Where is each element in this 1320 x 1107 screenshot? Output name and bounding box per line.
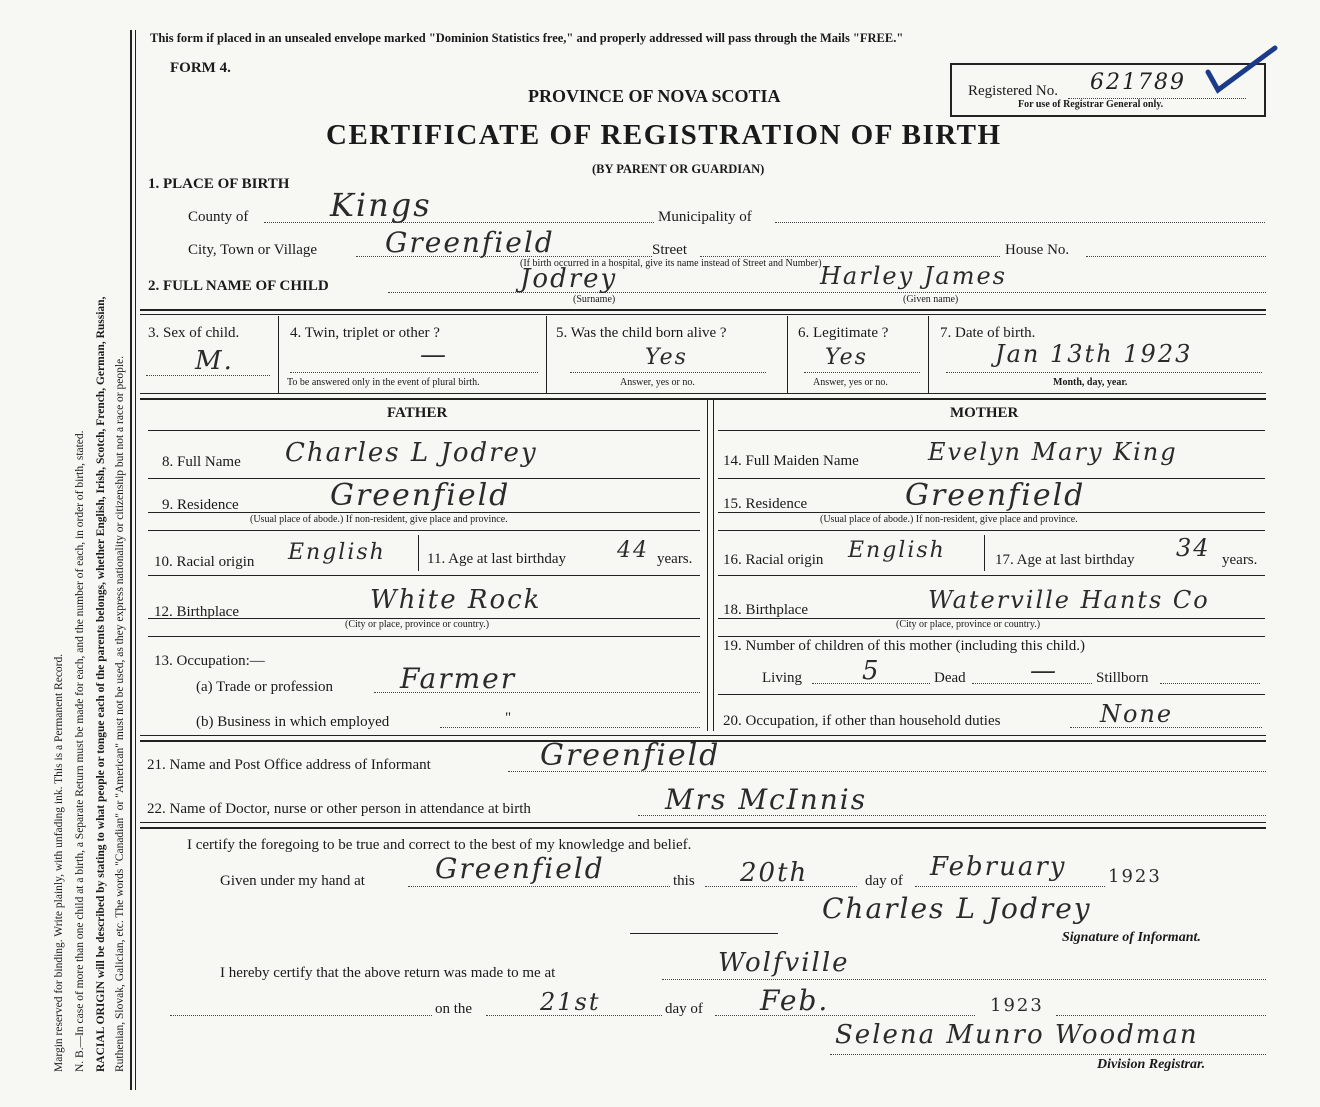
mother-birthplace-value: Waterville Hants Co bbox=[928, 586, 1210, 614]
given-month-value: February bbox=[930, 852, 1067, 882]
living-value: 5 bbox=[862, 656, 881, 686]
registered-no-note: For use of Registrar General only. bbox=[1018, 99, 1164, 110]
father-heading: FATHER bbox=[387, 405, 448, 421]
day-of-label: day of bbox=[865, 873, 903, 889]
mail-notice: This form if placed in an unsealed envelope marked "Dominion Statistics free," and properly addressed will pass through the Mails "FREE." bbox=[150, 31, 904, 45]
on-the-label: on the bbox=[435, 1001, 473, 1017]
given-label: Given under my hand at bbox=[220, 873, 365, 889]
registrar-signature: Selena Munro Woodman bbox=[835, 1020, 1199, 1050]
father-residence-label: 9. Residence bbox=[162, 497, 239, 513]
mother-residence-label: 15. Residence bbox=[723, 496, 808, 512]
margin-note-3: RACIAL ORIGIN will be described by stating to what people or tongue each of the parents belongs, whether English, Irish, Scotch, French, German, Russian, bbox=[95, 296, 107, 1072]
child-name-label: 2. FULL NAME OF CHILD bbox=[148, 278, 329, 294]
father-birthplace-value: White Rock bbox=[370, 585, 542, 615]
hospital-note: (If birth occurred in a hospital, give its name instead of Street and Number) bbox=[520, 258, 822, 269]
father-name-label: 8. Full Name bbox=[162, 454, 241, 470]
dead-label: Dead bbox=[934, 670, 966, 686]
father-name-value: Charles L Jodrey bbox=[285, 438, 538, 468]
given-year-value: 1923 bbox=[1108, 866, 1162, 887]
mother-name-label: 14. Full Maiden Name bbox=[723, 453, 859, 469]
mother-residence-value: Greenfield bbox=[905, 478, 1086, 513]
mother-name-value: Evelyn Mary King bbox=[928, 438, 1178, 466]
child-surname-value: Jodrey bbox=[520, 264, 618, 294]
father-age-label: 11. Age at last birthday bbox=[427, 551, 566, 567]
child-given-value: Harley James bbox=[820, 262, 1007, 290]
twin-value: — bbox=[420, 340, 448, 370]
province-heading: PROVINCE OF NOVA SCOTIA bbox=[528, 86, 781, 106]
mother-birthplace-note: (City or place, province or country.) bbox=[896, 619, 1041, 630]
binding-line-inner bbox=[135, 30, 136, 1090]
page-title: CERTIFICATE OF REGISTRATION OF BIRTH bbox=[326, 119, 1002, 151]
sex-label: 3. Sex of child. bbox=[148, 325, 240, 341]
father-business-label: (b) Business in which employed bbox=[196, 714, 390, 730]
city-label: City, Town or Village bbox=[188, 242, 318, 258]
margin-note-4: Ruthenian, Slovak, Galician, etc. The words "Canadian" or "American" must not be used, as they express nationality or citizenship but not a race or people. bbox=[114, 355, 126, 1072]
alive-note: Answer, yes or no. bbox=[620, 377, 695, 388]
twin-label: 4. Twin, triplet or other ? bbox=[290, 325, 440, 341]
surname-label: (Surname) bbox=[573, 294, 616, 305]
dob-label: 7. Date of birth. bbox=[940, 325, 1036, 341]
registered-no-value: 621789 bbox=[1090, 70, 1186, 95]
informant-label: 21. Name and Post Office address of Informant bbox=[147, 757, 431, 773]
father-race-label: 10. Racial origin bbox=[154, 554, 255, 570]
legitimate-value: Yes bbox=[825, 345, 868, 370]
mother-age-unit: years. bbox=[1222, 552, 1258, 568]
return-year-value: 1923 bbox=[990, 995, 1044, 1016]
informant-signature: Charles L Jodrey bbox=[822, 892, 1092, 925]
house-label: House No. bbox=[1005, 242, 1070, 258]
mother-age-value: 34 bbox=[1176, 534, 1211, 562]
return-label: I hereby certify that the above return was made to me at bbox=[220, 965, 556, 981]
father-race-value: English bbox=[288, 540, 386, 565]
signature-label: Signature of Informant. bbox=[1062, 930, 1201, 945]
dead-value: — bbox=[1030, 656, 1058, 686]
place-of-birth-label: 1. PLACE OF BIRTH bbox=[148, 176, 290, 192]
father-age-value: 44 bbox=[617, 538, 649, 563]
sex-value: M. bbox=[195, 346, 234, 376]
mother-race-value: English bbox=[848, 538, 946, 563]
dob-note: Month, day, year. bbox=[1053, 377, 1128, 388]
stillborn-label: Stillborn bbox=[1096, 670, 1149, 686]
mother-race-label: 16. Racial origin bbox=[723, 552, 824, 568]
mother-occupation-label: 20. Occupation, if other than household duties bbox=[723, 713, 1001, 729]
check-mark-icon bbox=[1200, 42, 1290, 102]
given-name-label: (Given name) bbox=[903, 294, 959, 305]
margin-note-1: Margin reserved for binding. Write plainly, with unfading ink. This is a Permanent Record. bbox=[53, 653, 65, 1072]
informant-value: Greenfield bbox=[540, 738, 721, 773]
father-birthplace-note: (City or place, province or country.) bbox=[345, 619, 490, 630]
father-trade-label: (a) Trade or profession bbox=[196, 679, 334, 695]
father-occupation-label: 13. Occupation:— bbox=[154, 653, 265, 669]
legitimate-note: Answer, yes or no. bbox=[813, 377, 888, 388]
certify-statement: I certify the foregoing to be true and correct to the best of my knowledge and belief. bbox=[187, 837, 692, 853]
doctor-value: Mrs McInnis bbox=[665, 783, 868, 816]
mother-birthplace-label: 18. Birthplace bbox=[723, 602, 808, 618]
street-label: Street bbox=[652, 242, 687, 258]
this-label: this bbox=[673, 873, 695, 889]
county-value: Kings bbox=[330, 186, 432, 224]
form-number: FORM 4. bbox=[170, 60, 231, 76]
given-day-value: 20th bbox=[740, 858, 809, 888]
registrar-label: Division Registrar. bbox=[1097, 1057, 1206, 1072]
county-label: County of bbox=[188, 209, 249, 225]
return-place-value: Wolfville bbox=[718, 948, 850, 978]
dob-value: Jan 13th 1923 bbox=[995, 340, 1193, 368]
mother-age-label: 17. Age at last birthday bbox=[995, 552, 1135, 568]
father-trade-value: Farmer bbox=[400, 662, 517, 695]
registered-no-label: Registered No. bbox=[968, 83, 1058, 99]
given-place-value: Greenfield bbox=[435, 852, 605, 885]
mother-children-label: 19. Number of children of this mother (including this child.) bbox=[723, 638, 1086, 654]
return-month-value: Feb. bbox=[760, 984, 830, 1017]
return-day-value: 21st bbox=[540, 988, 601, 1016]
mother-heading: MOTHER bbox=[950, 405, 1019, 421]
alive-value: Yes bbox=[645, 345, 688, 370]
page-subtitle: (BY PARENT OR GUARDIAN) bbox=[592, 162, 765, 176]
father-birthplace-label: 12. Birthplace bbox=[154, 604, 239, 620]
father-residence-value: Greenfield bbox=[330, 478, 511, 513]
margin-note-2: N. B.—In case of more than one child at a birth, a Separate Return must be made for each, and the number of each, in order of birth, stated. bbox=[74, 430, 86, 1072]
father-age-unit: years. bbox=[657, 551, 693, 567]
mother-residence-note: (Usual place of abode.) If non-resident, give place and province. bbox=[820, 514, 1078, 525]
doctor-label: 22. Name of Doctor, nurse or other person in attendance at birth bbox=[147, 801, 531, 817]
father-residence-note: (Usual place of abode.) If non-resident, give place and province. bbox=[250, 514, 508, 525]
mother-occupation-value: None bbox=[1100, 700, 1174, 728]
living-label: Living bbox=[762, 670, 802, 686]
legitimate-label: 6. Legitimate ? bbox=[798, 325, 889, 341]
return-day-of-label: day of bbox=[665, 1001, 703, 1017]
alive-label: 5. Was the child born alive ? bbox=[556, 325, 727, 341]
city-value: Greenfield bbox=[385, 226, 555, 259]
binding-line bbox=[130, 30, 132, 1090]
father-business-value: " bbox=[505, 710, 512, 726]
municipality-label: Municipality of bbox=[658, 209, 752, 225]
twin-note: To be answered only in the event of plural birth. bbox=[287, 377, 480, 388]
